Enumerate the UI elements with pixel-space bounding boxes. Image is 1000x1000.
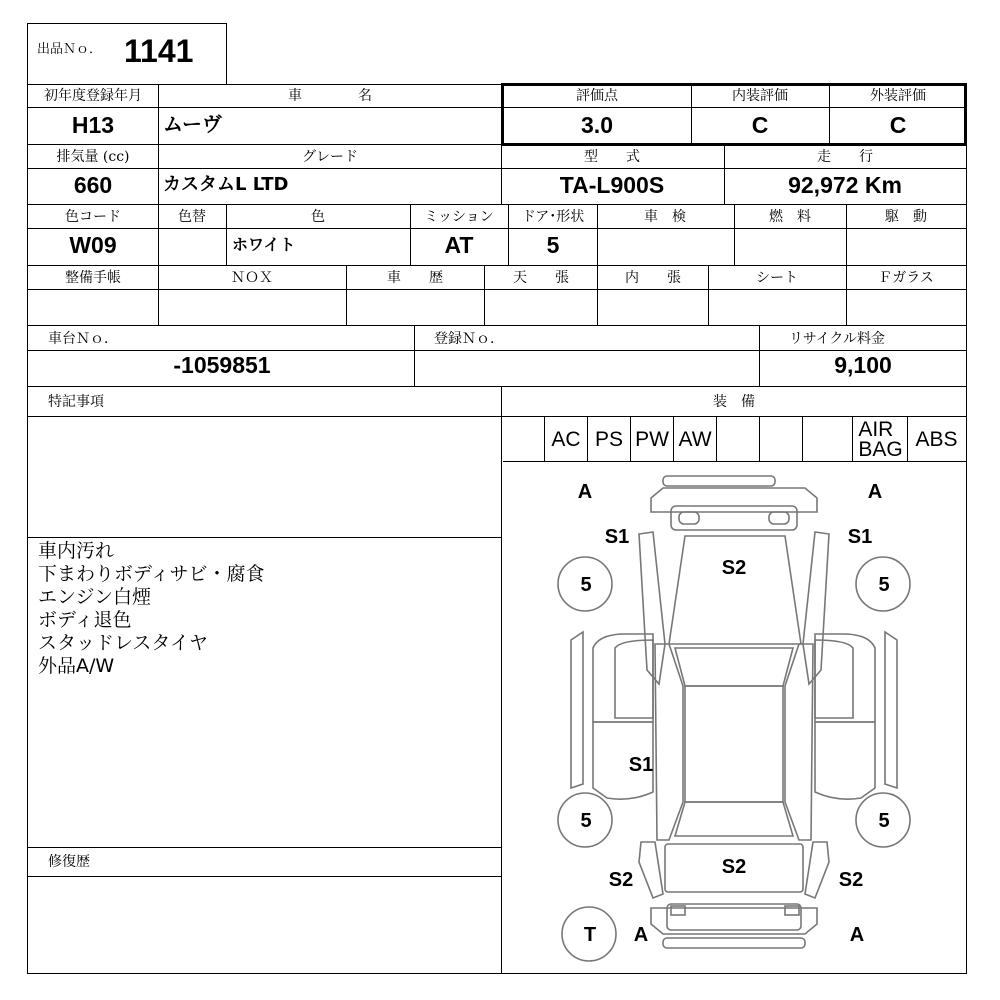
history-label: 車 歴 xyxy=(387,270,443,286)
color-code-value: W09 xyxy=(69,232,117,258)
interior-trim-label: 内 張 xyxy=(625,270,681,286)
door-value: 5 xyxy=(546,232,560,258)
inspection-label: 車 検 xyxy=(644,209,686,225)
displacement-value: 660 xyxy=(73,172,113,198)
drive-label: 駆 動 xyxy=(885,209,927,225)
chassis-label: 車台Ｎｏ． xyxy=(48,331,118,347)
fglass-label: Ｆガラス xyxy=(878,270,934,286)
color-value: ホワイト xyxy=(232,235,296,254)
mark-fender-right: S1 xyxy=(847,526,873,548)
recycle-value: 9,100 xyxy=(834,352,892,378)
car-name-value: ムーヴ xyxy=(163,112,222,136)
lot-number: 1141 xyxy=(124,33,194,69)
equipment-label: 装 備 xyxy=(713,394,755,410)
mission-value: AT xyxy=(444,232,474,258)
equip-item xyxy=(503,417,544,462)
remark-line: 車内汚れ xyxy=(38,540,115,562)
mark-tire-fl: 5 xyxy=(580,574,592,596)
interior-value: C xyxy=(751,112,769,138)
mark-side-left: S1 xyxy=(628,754,654,776)
displacement-label: 排気量 (cc) xyxy=(56,149,130,165)
score-label: 評価点 xyxy=(576,88,618,104)
equip-item: ABS xyxy=(915,427,958,451)
mileage-label: 走 行 xyxy=(817,149,873,165)
recolor-label: 色替 xyxy=(178,209,206,225)
mark-bumper-right: A xyxy=(849,924,865,946)
remarks-label: 特記事項 xyxy=(48,394,104,410)
maintenance-label: 整備手帳 xyxy=(65,270,121,286)
first-reg-value: H13 xyxy=(71,112,115,138)
equipment-row xyxy=(503,417,965,462)
color-code-label: 色コード xyxy=(65,209,121,225)
nox-label: ＮＯＸ xyxy=(231,270,273,286)
mileage-value: 92,972 Km xyxy=(788,172,902,198)
mark-rear-right: S2 xyxy=(838,869,864,891)
remark-line: ボディ退色 xyxy=(38,609,132,631)
mark-front-right: A xyxy=(867,481,883,503)
score-value: 3.0 xyxy=(581,112,613,138)
color-label: 色 xyxy=(311,209,325,225)
door-label: ドア･形状 xyxy=(521,209,585,225)
equip-item xyxy=(717,417,759,462)
equip-item xyxy=(760,417,802,462)
lot-label: 出品Ｎｏ． xyxy=(37,42,103,57)
exterior-label: 外装評価 xyxy=(870,88,926,104)
mission-label: ミッション xyxy=(424,209,494,225)
seat-label: シート xyxy=(756,270,798,286)
chassis-value: -1059851 xyxy=(173,352,271,378)
mark-tire-rr: 5 xyxy=(878,810,890,832)
mark-spare-tire: T xyxy=(583,924,597,946)
registration-label: 登録Ｎｏ． xyxy=(434,331,504,347)
model-value: TA-L900S xyxy=(559,172,665,198)
exterior-value: C xyxy=(889,112,907,138)
equip-item: AW xyxy=(678,427,712,451)
mark-rear-left: S2 xyxy=(608,869,634,891)
car-name-label: 車 名 xyxy=(288,88,372,104)
remarks-notes xyxy=(38,540,264,678)
equip-item: PS xyxy=(594,427,623,451)
first-reg-label: 初年度登録年月 xyxy=(44,88,142,104)
fuel-label: 燃 料 xyxy=(769,209,811,225)
recycle-label: リサイクル料金 xyxy=(788,331,886,347)
remark-line: 下まわりボディサビ・腐食 xyxy=(38,563,265,585)
grade-label: グレード xyxy=(302,149,358,165)
car-damage-diagram xyxy=(503,462,965,972)
mark-tire-fr: 5 xyxy=(878,574,890,596)
mark-front-left: A xyxy=(577,481,593,503)
mark-tire-rl: 5 xyxy=(580,810,592,832)
roof-label: 天 張 xyxy=(513,270,569,286)
remark-line: 外品A/W xyxy=(38,655,115,677)
mark-hood: S2 xyxy=(721,557,747,579)
remark-line: エンジン白煙 xyxy=(38,586,152,608)
model-label: 型 式 xyxy=(584,149,640,165)
mark-bumper-left: A xyxy=(633,924,649,946)
repair-label: 修復歴 xyxy=(48,854,90,870)
equip-item xyxy=(803,417,845,462)
interior-label: 内装評価 xyxy=(732,88,788,104)
equip-item: PW xyxy=(635,427,669,451)
mark-fender-left: S1 xyxy=(604,526,630,548)
remark-line: スタッドレスタイヤ xyxy=(38,632,209,654)
equip-item: AC xyxy=(551,427,581,451)
equip-item-airbag: AIR BAG xyxy=(858,417,903,461)
mark-trunk: S2 xyxy=(721,856,747,878)
grade-value: カスタムL LTD xyxy=(163,174,289,195)
